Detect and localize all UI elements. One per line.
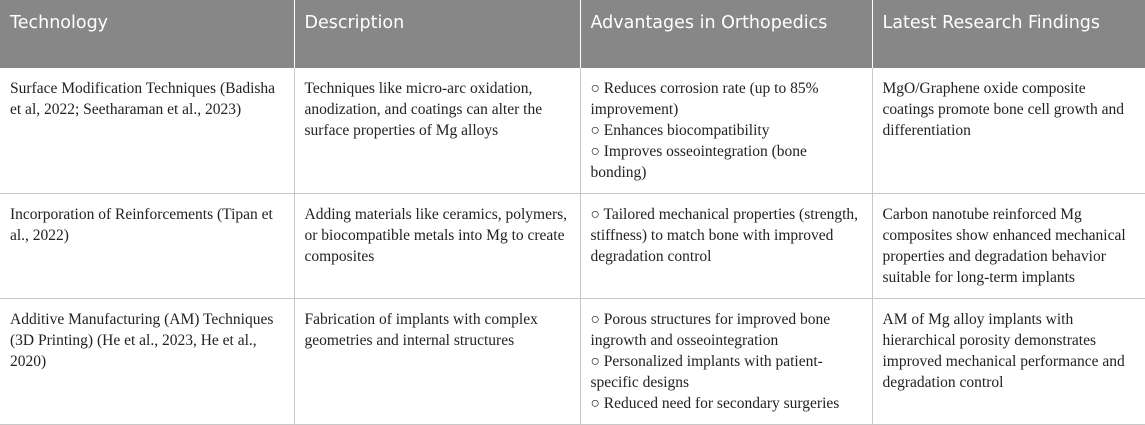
description-cell: Adding materials like ceramics, polymers, or biocompatible metals into Mg to create composites <box>294 194 580 299</box>
description-cell: Techniques like micro-arc oxidation, anodization, and coatings can alter the surface properties of Mg alloys <box>294 68 580 194</box>
technology-cell: Incorporation of Reinforcements (Tipan et al., 2022) <box>0 194 294 299</box>
technology-cell: Surface Modification Techniques (Badisha et al, 2022; Seetharaman et al., 2023) <box>0 68 294 194</box>
table-header <box>0 0 1145 68</box>
advantages-cell <box>580 194 872 299</box>
table-body <box>0 68 1145 425</box>
table-row <box>0 194 1145 299</box>
advantage-item: ○ Reduces corrosion rate (up to 85% improvement) <box>590 80 819 118</box>
advantage-item: ○ Tailored mechanical properties (strength, stiffness) to match bone with improved degradation control <box>590 206 859 265</box>
header-findings: Latest Research Findings <box>872 0 1145 68</box>
technology-cell: Additive Manufacturing (AM) Techniques (3D Printing) (He et al., 2023, He et al., 2020) <box>0 299 294 425</box>
advantages-cell <box>580 68 872 194</box>
header-row <box>0 0 1145 68</box>
advantage-item: ○ Porous structures for improved bone ingrowth and osseointegration <box>590 311 831 349</box>
findings-cell: AM of Mg alloy implants with hierarchical porosity demonstrates improved mechanical performance and degradation control <box>872 299 1145 425</box>
header-advantages: Advantages in Orthopedics <box>580 0 872 68</box>
table-row <box>0 68 1145 194</box>
advantage-item: ○ Improves osseointegration (bone bonding) <box>590 143 807 181</box>
table-row <box>0 299 1145 425</box>
advantages-cell <box>580 299 872 425</box>
header-technology: Technology <box>0 0 294 68</box>
description-cell: Fabrication of implants with complex geometries and internal structures <box>294 299 580 425</box>
header-description: Description <box>294 0 580 68</box>
advantage-item: ○ Reduced need for secondary surgeries <box>590 395 840 412</box>
findings-cell: MgO/Graphene oxide composite coatings promote bone cell growth and differentiation <box>872 68 1145 194</box>
advantage-item: ○ Personalized implants with patient-specific designs <box>590 353 823 391</box>
advantage-item: ○ Enhances biocompatibility <box>590 122 770 139</box>
findings-cell: Carbon nanotube reinforced Mg composites show enhanced mechanical properties and degradation behavior suitable for long-term implants <box>872 194 1145 299</box>
